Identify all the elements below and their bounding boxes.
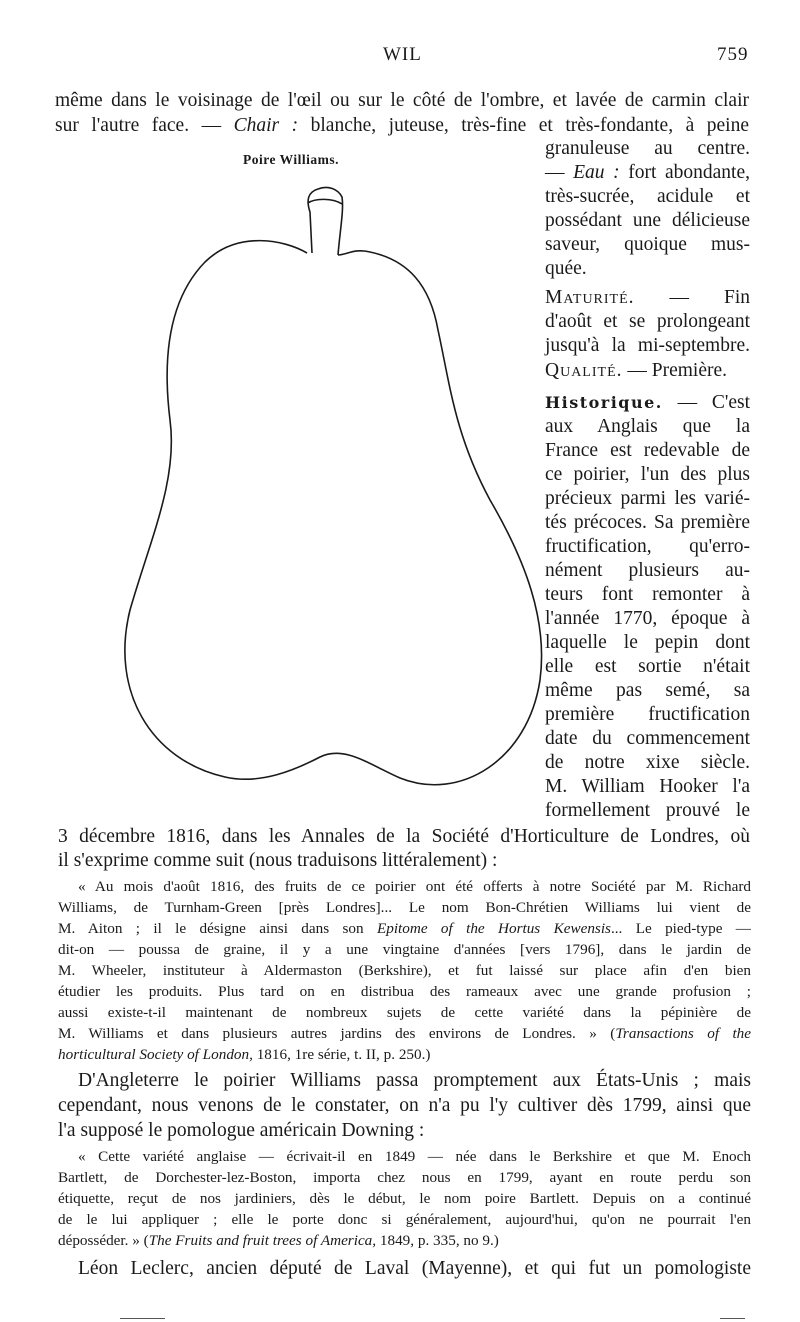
column-line-4: possédant une délicieuse <box>545 210 750 231</box>
running-header-title: WIL <box>383 44 422 65</box>
column-line-24: première fructification <box>545 704 750 725</box>
text-span: — <box>545 162 574 183</box>
column-line-27: M. William Hooker l'a <box>545 776 750 797</box>
quote1-line-1: « Au mois d'août 1816, des fruits de ce poirier ont été offerts à notre Société par M. Richard <box>78 878 751 895</box>
text-span: fort abondante, <box>619 162 750 183</box>
small-caps-span: Maturité. <box>545 287 635 308</box>
column-line-2 <box>545 162 750 184</box>
text-line-top-2 <box>55 115 749 137</box>
pear-stem-top <box>308 199 342 204</box>
quote1-line-7: aussi existe-t-il maintenant de nombreux sujets de cette variété dans la pépinière de <box>58 1004 751 1021</box>
column-line-18: nément plusieurs au- <box>545 560 750 581</box>
footer-rule-left <box>120 1318 165 1319</box>
column-line-10 <box>545 360 750 382</box>
text-span: 1816, 1re série, t. II, p. 250.) <box>252 1046 431 1063</box>
column-line-14: ce poirier, l'un des plus <box>545 464 750 485</box>
column-line-21: laquelle le pepin dont <box>545 632 750 653</box>
column-line-15: précieux parmi les varié- <box>545 488 750 509</box>
column-line-25: date du commencement <box>545 728 750 749</box>
text-line-last: Léon Leclerc, ancien député de Laval (Mayenne), et qui fut un pomologiste <box>78 1258 751 1279</box>
column-line-26: de notre xixe siècle. <box>545 752 750 773</box>
bold-heading-span: Historique. <box>545 393 663 412</box>
figure-caption: Poire Williams. <box>243 152 340 167</box>
column-line-16: tés précoces. Sa première <box>545 512 750 533</box>
column-line-9: jusqu'à la mi-septembre. <box>545 335 750 356</box>
pear-stem-outline <box>308 187 342 255</box>
text-italic-span: Epitome of the Hortus Kewensis <box>376 920 611 937</box>
text-span: ... Le pied-type — <box>610 920 751 937</box>
text-span: blanche, juteuse, très-fine et très-fondante, à peine <box>298 115 749 136</box>
para2-line-1: D'Angleterre le poirier Williams passa promptement aux États-Unis ; mais <box>78 1070 751 1091</box>
text-line-top-1: même dans le voisinage de l'œil ou sur le côté de l'ombre, et lavée de carmin clair <box>55 90 749 111</box>
quote1-line-4: dit-on — poussa de graine, il y a une vingtaine d'années [vers 1796], dans le jardin de <box>58 941 751 958</box>
quote1-line-3 <box>58 920 751 938</box>
quote1-line-2: Williams, de Turnham-Green [près Londres]... Le nom Bon-Chrétien Williams lui vient de <box>58 899 751 916</box>
text-span: sur l'autre face. — <box>55 115 234 136</box>
text-span: déposséder. » ( <box>58 1232 149 1249</box>
text-line-after-2: il s'exprime comme suit (nous traduisons littéralement) : <box>58 850 498 871</box>
column-line-28: formellement prouvé le <box>545 800 750 821</box>
text-span: — Première. <box>622 360 728 381</box>
quote2-line-4: de le lui appliquer ; elle le porte donc si généralement, aujourd'hui, qu'on ne pourrait l'en <box>58 1211 751 1228</box>
text-italic-span: Transactions of the <box>615 1025 751 1042</box>
quote2-line-5 <box>58 1232 751 1250</box>
text-italic-span: The Fruits and fruit trees of America, <box>148 1232 377 1249</box>
column-line-20: l'année 1770, époque à <box>545 608 750 629</box>
text-span: 1849, p. 335, no 9.) <box>376 1232 499 1249</box>
column-line-6: quée. <box>545 258 587 279</box>
text-span: M. Williams et dans plusieurs autres jardins des environs de Londres. » ( <box>58 1025 616 1042</box>
quote2-line-2: Bartlett, de Dorchester-lez-Boston, importa chez nous en 1799, ayant en route perdu son <box>58 1169 751 1186</box>
quote2-line-1: « Cette variété anglaise — écrivait-il en 1849 — née dans le Berkshire et que M. Enoch <box>78 1148 751 1165</box>
pear-body-outline <box>125 241 542 785</box>
quote1-line-8 <box>58 1025 751 1043</box>
quote1-line-6: étudier les produits. Plus tard on en distribua des rameaux avec une grande profusion ; <box>58 983 751 1000</box>
column-line-19: teurs font remonter à <box>545 584 750 605</box>
footer-rule-right <box>720 1318 745 1319</box>
text-span: — Fin <box>634 287 750 308</box>
text-italic-span: horticultural Society of London, <box>58 1046 253 1063</box>
column-line-5: saveur, quoique mus- <box>545 234 750 255</box>
quote1-line-9 <box>58 1046 751 1064</box>
column-line-12: aux Anglais que la <box>545 416 750 437</box>
column-line-8: d'août et se prolongeant <box>545 311 750 332</box>
text-line-after-1: 3 décembre 1816, dans les Annales de la Société d'Horticulture de Londres, où <box>58 826 750 847</box>
text-italic-span: Eau : <box>573 162 620 183</box>
column-line-1: granuleuse au centre. <box>545 138 750 159</box>
para2-line-2: cependant, nous venons de le constater, on n'a pu l'y cultiver dès 1799, ainsi que <box>58 1095 751 1116</box>
quote1-line-5: M. Wheeler, instituteur à Aldermaston (Berkshire), et fut laissé sur place afin d'en bien <box>58 962 751 979</box>
text-italic-span: Chair : <box>233 115 299 136</box>
column-line-7 <box>545 287 750 309</box>
column-line-11 <box>545 392 750 414</box>
column-line-3: très-sucrée, acidule et <box>545 186 750 207</box>
text-span: M. Aiton ; il le désigne ainsi dans son <box>58 920 377 937</box>
para2-line-3: l'a supposé le pomologue américain Downing : <box>58 1120 425 1141</box>
small-caps-span: Qualité. <box>545 360 623 381</box>
page-number: 759 <box>717 44 749 65</box>
quote2-line-3: étiquette, reçut de nos jardiniers, dès le début, le nom poire Bartlett. Depuis on a continué <box>58 1190 751 1207</box>
column-line-13: France est redevable de <box>545 440 750 461</box>
column-line-23: même pas semé, sa <box>545 680 750 701</box>
column-line-17: fructification, qu'erro- <box>545 536 750 557</box>
column-line-22: elle est sortie n'était <box>545 656 750 677</box>
text-span: — C'est <box>662 392 750 413</box>
